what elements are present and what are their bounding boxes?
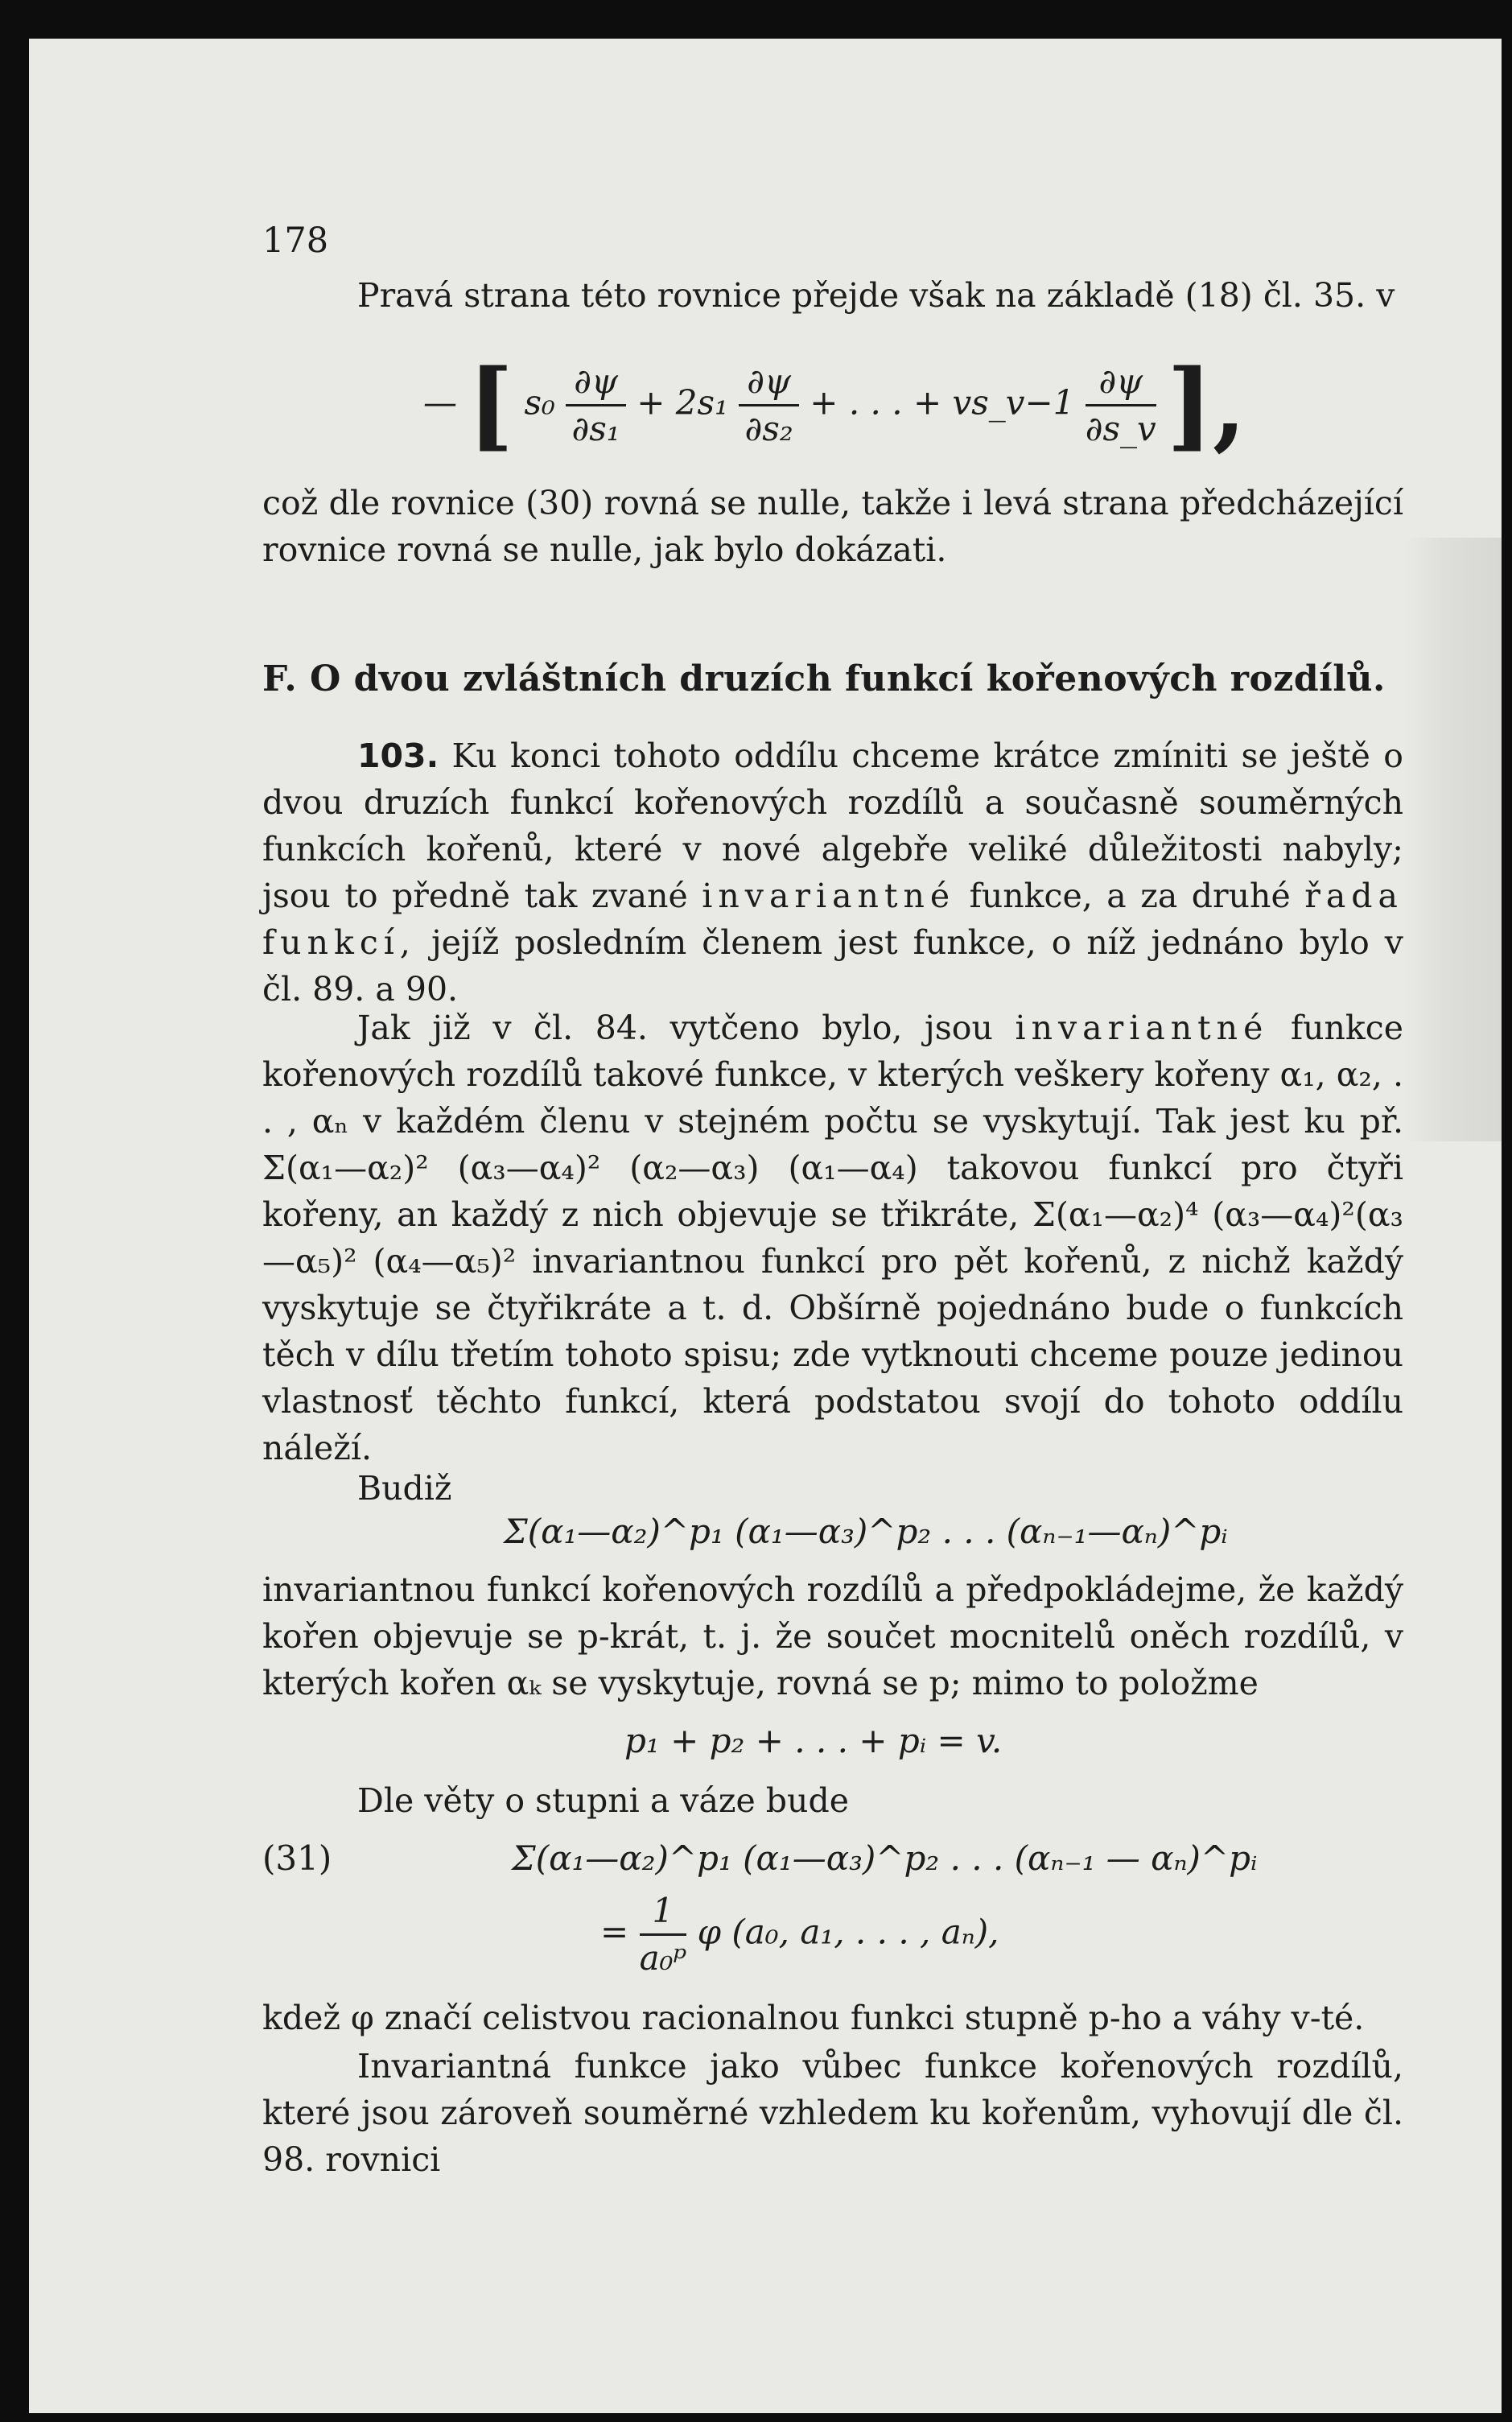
term-invariantne-2: invariantné: [1015, 1009, 1269, 1047]
page-number: 178: [262, 221, 329, 261]
eq1-frac-2: $\frac{\partial\psi}{\text{∂s₂}}$: [739, 359, 799, 452]
paragraph-6: invariantnou funkcí kořenových rozdílů a předpokládejme, že každý kořen objevuje se p-krát, t. j. že součet mocnitelů oněch rozdílů, v kterých kořen αₖ se vyskytuje, rovná se p; mimo to položme: [262, 1570, 1403, 1702]
scanned-page: [29, 39, 1502, 2413]
paragraph-5: Budiž: [357, 1469, 452, 1508]
eq1-dots: + . . . + vs_v−1: [810, 382, 1075, 423]
eq4-fraction: $\frac{1}{\text{a₀ᵖ}}$: [640, 1888, 687, 1981]
eq1-frac-3: $\frac{\partial\psi}{\partial s\_v}$: [1086, 359, 1156, 452]
paragraph-2-text: což dle rovnice (30) rovná se nulle, takže i levá strana předcházející rovnice rovná se nulle, jak bylo dokázati.: [262, 484, 1403, 569]
paragraph-1: [262, 272, 1403, 319]
section-number: 103.: [357, 737, 439, 775]
equation-4-line-2: = $\frac{1}{\text{a₀ᵖ}}$ φ (a₀, a₁, . . . , aₙ),: [600, 1888, 999, 1981]
equation-3: p₁ + p₂ + . . . + pᵢ = v.: [624, 1721, 1003, 1760]
paragraph-1-text: Pravá strana této rovnice přejde však na základě (18) čl. 35. v: [357, 276, 1395, 315]
equation-number-31: (31): [262, 1838, 332, 1878]
paragraph-8: kdež φ značí celistvou racionalnou funkci stupně p-ho a váhy v-té.: [262, 1999, 1365, 2037]
eq1-minus: —: [423, 382, 457, 423]
equation-1: [423, 348, 1246, 462]
eq1-right-bracket: ],: [1167, 348, 1246, 462]
term-invariantne: invariantné: [702, 877, 956, 915]
page-edge-shadow: [1405, 538, 1502, 1141]
section-heading: F. O dvou zvláštních druzích funkcí kořenových rozdílů.: [262, 658, 1386, 699]
paragraph-3: 103. Ku konci tohoto oddílu chceme krátce zmíniti se ještě o dvou druzích funkcí kořenových rozdílů a současně souměrných funkcích kořenů, které v nové algebře veliké důležitosti nabyly; jsou to předně tak zvané invariantné funkce, a za druhé řada funkcí, jejíž posledním členem jest funkce, o níž jednáno bylo v čl. 89. a 90.: [262, 737, 1403, 1009]
eq1-coef-1: s₀: [524, 382, 555, 423]
eq1-term-2: + 2s₁: [637, 382, 728, 423]
paragraph-4: Jak již v čl. 84. vytčeno bylo, jsou invariantné funkce kořenových rozdílů takové funkce, v kterých veškery kořeny α₁, α₂, . . , αₙ v každém členu v stejném počtu se vyskytují. Tak jest ku př. Σ(α₁—α₂)² (α₃—α₄)² (α₂—α₃) (α₁—α₄) takovou funkcí pro čtyři kořeny, an každý z nich objevuje se třikráte, Σ(α₁—α₂)⁴ (α₃—α₄)²(α₃—α₅)² (α₄—α₅)² invariantnou funkcí pro pět kořenů, z nichž každý vyskytuje se čtyřikráte a t. d. Obšírně pojednáno bude o funkcích těch v dílu třetím tohoto spisu; zde vytknouti chceme pouze jedinou vlastnosť těchto funkcí, která podstatou svojí do tohoto oddílu náleží.: [262, 1009, 1403, 1467]
eq1-left-bracket: [: [468, 348, 514, 462]
equation-2: Σ(α₁—α₂)^p₁ (α₁—α₃)^p₂ . . . (αₙ₋₁—αₙ)^pᵢ: [504, 1512, 1228, 1551]
term-rada-funkci: řada funkcí,: [262, 877, 1403, 962]
eq1-frac-1: $\frac{\partial\psi}{\text{∂s₁}}$: [566, 359, 626, 452]
paragraph-9: Invariantná funkce jako vůbec funkce kořenových rozdílů, které jsou zároveň souměrné vzhledem ku kořenům, vyhovují dle čl. 98. rovnici: [262, 2047, 1403, 2179]
paragraph-2: [262, 480, 1403, 573]
paragraph-7: Dle věty o stupni a váze bude: [357, 1781, 849, 1820]
equation-4-line-1: Σ(α₁—α₂)^p₁ (α₁—α₃)^p₂ . . . (αₙ₋₁ — αₙ)^pᵢ: [512, 1838, 1258, 1878]
